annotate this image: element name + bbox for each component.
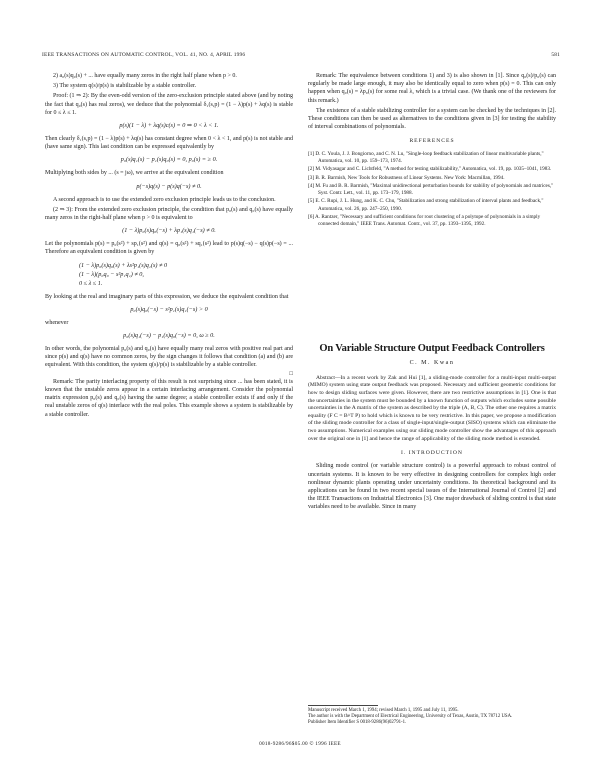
- footnote-rule: [308, 705, 378, 706]
- article-title: On Variable Structure Output Feedback Controllers: [319, 342, 545, 354]
- equation: p(s)(1 − λ) + λq(s)c(s) = 0 ⇒ 0 < λ < 1.: [119, 122, 219, 130]
- proof-paragraph: Proof: (1 ⇒ 2): By the even-odd version of the zero-exclusion principle stated above (and by noting the fact that q₀(s) has real zeros), we deduce that the polynomial δ₁(s,p) = (1 − λ)p(s) + λq(s) is stable for 0 ≤ λ ≤ 1.: [45, 93, 293, 116]
- reference-item: [4] M. Fu and B. R. Barmish, "Maximal unidirectional perturbation bounds for stability of polynomials and matrices," Syst. Contr. Lett., vol. 11, pp. 173–179, 1988.: [308, 182, 554, 197]
- journal-name: IEEE TRANSACTIONS ON AUTOMATIC CONTROL, VOL. 41, NO. 4, APRIL 1996: [42, 52, 246, 58]
- remark-paragraph: Remark: The parity interlacing property of this result is not surprising since ... has been stated, it is known that the unstable zeros appear in a certain interlacing arrangement. Consider the polynomial matrix expression p₀(s) and q₀(s) having the same degree; a stable controller exists if and only if the real unstable zeros of q(s) interlace with the real poles. This example shows a system is stabilizable by a stable controller.: [45, 378, 293, 418]
- paragraph: Let the polynomials p(s) = p₀(s²) + sp₁(s²) and q(s) = q₀(s²) + sq₁(s²) lead to p(s)q(−s) − q(s)p(−s) = ... Therefore an equivalent condition is given by: [45, 241, 293, 256]
- section-heading: I. INTRODUCTION: [401, 450, 463, 457]
- running-header: [42, 52, 560, 64]
- paragraph: The existence of a stable stabilizing controller for a system can be checked by the techniques in [2]. These conditions can then be used as alternatives to the conditions given in [3] for testing the stability of interval combinations of polynomials.: [308, 107, 556, 131]
- footnote-identifier: Publisher Item Identifier S 0018-9286(96)02791-1.: [308, 720, 407, 726]
- equation: p₀(s)q₁(s) − p₁(s)q₀(s) = 0, p₀(s) = ≥ 0.: [120, 156, 218, 164]
- equation: p₀(s)q₁(−s) − p₁(s)q₀(−s) = 0, ω ≥ 0.: [123, 332, 215, 340]
- paragraph: Then clearly δ₁(s,p) = (1 − λ)p(s) + λq(s) has constant degree when 0 < λ < 1, and p(s) is not stable and (have same sign). This last condition can be expressed equivalently by: [45, 136, 293, 151]
- reference-item: [3] B. R. Barmish, New Tools for Robustness of Linear Systems. New York: Macmillan, 1994.: [308, 174, 505, 181]
- equation: (1 − λ)p₀(s)q₀(−s) + λp₁(s)q₁(−s) ≠ 0.: [122, 227, 216, 235]
- qed-symbol: □: [289, 370, 293, 377]
- reference-list: [308, 151, 556, 229]
- article-author: C. M. Kwan: [409, 359, 455, 366]
- right-column: [308, 72, 556, 514]
- paragraph: A second approach is to use the extended zero exclusion principle leads us to the conclusion.: [53, 196, 276, 203]
- footnote-received: Manuscript received March 1, 1994; revised March 1, 1995 and July 11, 1995.: [308, 708, 459, 713]
- paragraph: By looking at the real and imaginary parts of this expression, we deduce the equivalent condition that: [45, 293, 289, 300]
- paragraph: Multiplying both sides by ... (s = jω), we arrive at the equivalent condition: [45, 170, 224, 177]
- footnote: [308, 705, 556, 727]
- equation: p₀(s)q₀(−s) − s²p₁(s)q₁(−s) > 0: [130, 305, 208, 313]
- page-footer: 0018-9286/96$05.00 © 1996 IEEE: [259, 741, 341, 747]
- list-item: 3) The system q(s)/p(s) is stabilizable by a stable controller.: [53, 83, 197, 90]
- remark-paragraph: Remark: The equivalence between conditions 1) and 3) is also shown in [1]. Since q₀(s)/p₀(s) can regularly be made large enough, it may also be identically equal to zero when p(s) = 0. This can only happen when q₀(s) = λp₀(s) for some real λ, which is a trivial case. (We thank one of the reviewers for this remark.): [308, 73, 556, 104]
- reference-item: [5] E. C. Rupi, J. L. Hung, and K. C. Chu, "Stabilization and strong stabilization of interval plants and feedback," Automatica, vol. 26, pp. 247–250, 1990.: [308, 198, 544, 212]
- equation: p(−s)q(s) − p(s)q(−s) ≠ 0.: [136, 182, 202, 190]
- reference-item: [2] M. Vidyasagar and C. Lichtfeld, "A method for testing stabilizability," Automatica, vol. 19, pp. 1035–1041, 1983.: [308, 166, 552, 173]
- references-heading: REFERENCES: [409, 138, 455, 145]
- equation: (1 − λ)p₀(s)q₀(s) + λs²p₁(s)q₁(s) ≠ 0 (1 − λ)(p₀q₀ − s²p₁q₁) ≠ 0, 0 ≤ λ ≤ 1.: [79, 261, 168, 287]
- abstract: Abstract—In a recent work by Zak and Hui [1], a sliding-mode controller for a multi-input multi-output (MIMO) system using state output feedback was proposed. Necessary and sufficient geometric conditions for how to design sliding surfaces were given. However, there are two restrictive assumptions in [1]. One is that the uncertainties in the system must be bounded by a known function of outputs which excludes some possible uncertainties in the A matrix of the system as described by the triple (A, B, C). The other one requires a matrix equality (F C = B^T P) to hold which is known to be very restrictive. In this paper, we propose a modification of the sliding mode controller for a class of single-input/single-output (SISO) systems which can eliminate the two assumptions. Numerical examples using our sliding mode controller show the advantages of this approach over the original one in [1] and hence the range of applicability of the sliding mode method is extended.: [308, 374, 556, 442]
- reference-item: [1] D. C. Youla, J. J. Bongiorno, and C. N. Lu, "Single-loop feedback stabilization of linear multivariable plants," Automatica, vol. 10, pp. 159–173, 1974.: [308, 150, 544, 164]
- paragraph: In other words, the polynomial p₀(s) and q₀(s) have equally many real zeros with positive real part and since p(s) and q(s) have no common zeros, by the sign changes it follows that condition (a) and (b) are equivalent. With this condition, the system q(s)/p(s) is stabilizable by a stable controller.: [45, 346, 293, 369]
- reference-item: [6] A. Rantzer, "Necessary and sufficient conditions for root clustering of a polytope of polynomials in a simply connected domain," IEEE Trans. Automat. Contr., vol. 37, pp. 1393–1395, 1992.: [308, 214, 541, 228]
- column-gap: [308, 230, 556, 342]
- paragraph: (2 ⇒ 3): From the extended zero exclusion principle, the condition that p₀(s) and q₀(s) have equally many zeros in the right-half plane when p > 0 is equivalent to: [45, 206, 293, 222]
- footnote-author-info: The author is with the Department of Electrical Engineering, University of Texas, Austin, TX 78712 USA.: [308, 714, 513, 720]
- left-column: [45, 72, 293, 421]
- intro-paragraph: Sliding mode control (or variable structure control) is a powerful approach to robust control of uncertain systems. It is known to be very effective in designing controllers for complex high order nonlinear dynamic plants operating under uncertainty conditions. Its theoretical background and its applications can be found in two recent special issues of the International Journal of Control [2] and the IEEE Transactions on Industrial Electronics [3]. One major drawback of sliding control is that state variables need to be available. Since in many: [308, 463, 556, 511]
- list-item: 2) a₀(s)q₀(s) + ... have equally many zeros in the right half plane when p > 0.: [53, 73, 237, 79]
- page-number: 581: [551, 52, 560, 58]
- paragraph: whenever: [45, 319, 69, 326]
